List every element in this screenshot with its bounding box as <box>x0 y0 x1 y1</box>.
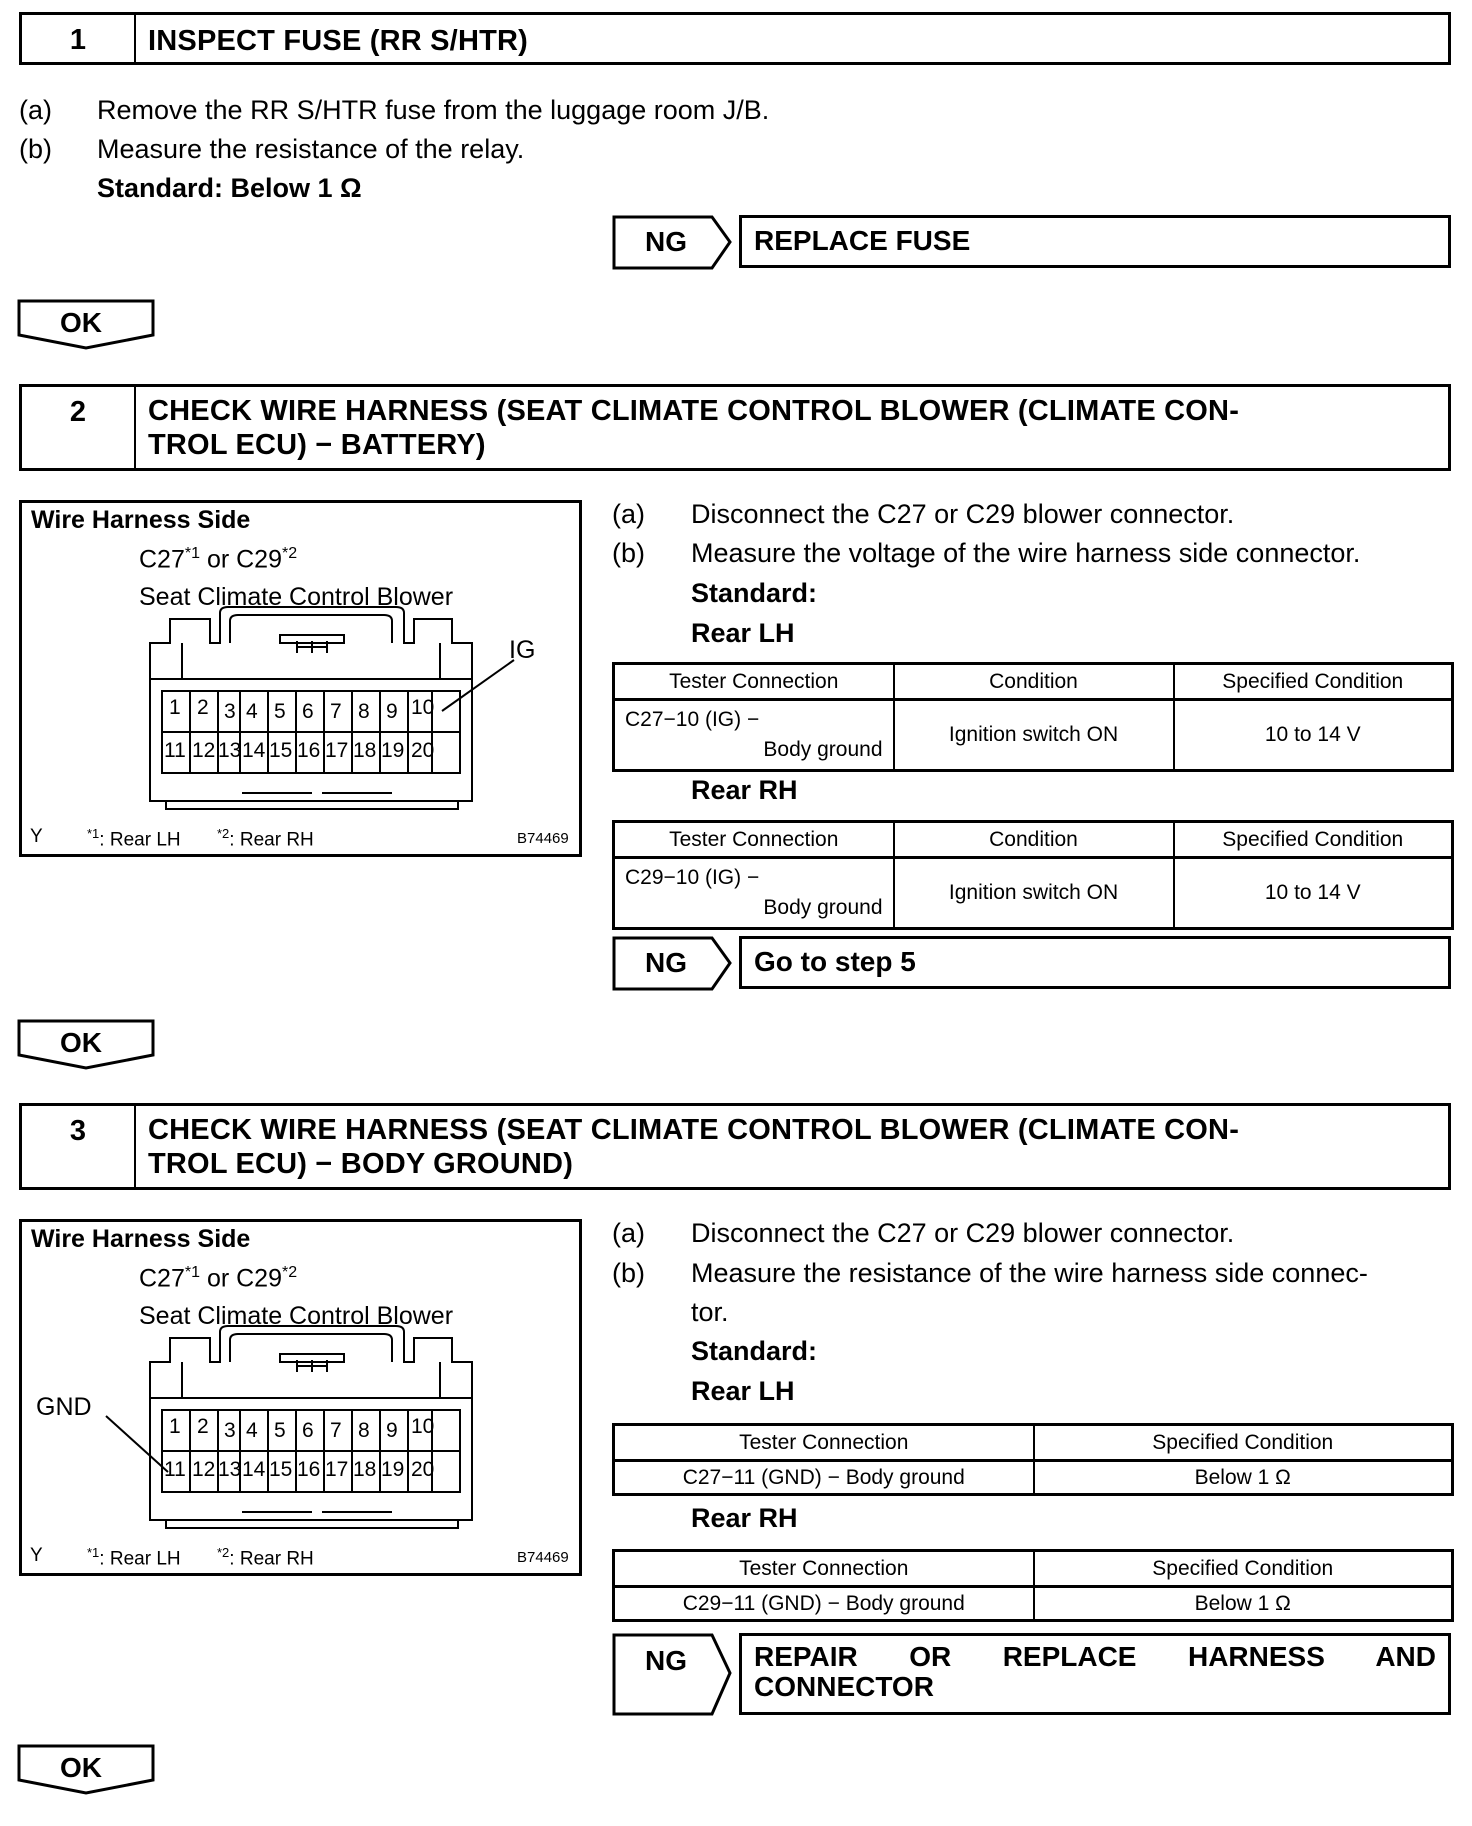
standard-value: Standard: Below 1 Ω <box>97 173 362 203</box>
instruction-a-text: Disconnect the C27 or C29 blower connector. <box>691 499 1235 529</box>
connector-or: or <box>200 545 237 574</box>
instruction-a-text: Remove the RR S/HTR fuse from the luggage room J/B. <box>97 95 770 125</box>
instruction-a <box>19 93 52 127</box>
ok-label: OK <box>60 307 102 338</box>
step-title: INSPECT FUSE (RR S/HTR) <box>148 25 528 57</box>
instruction-letter: (a) <box>19 95 52 125</box>
table-cell-connection <box>614 858 894 929</box>
step-number: 1 <box>22 15 136 62</box>
connector-figure <box>19 500 582 857</box>
pin: 1 <box>169 696 181 719</box>
spec-table-rear-lh <box>612 662 1454 772</box>
pin: 14 <box>242 739 266 762</box>
table-header: Condition <box>894 664 1174 700</box>
table-caption: Rear LH <box>691 618 795 648</box>
pin: 1 <box>169 1415 181 1438</box>
pin: 18 <box>353 1458 377 1481</box>
instruction-b: (b) <box>19 134 52 164</box>
table-header: Condition <box>894 822 1174 858</box>
connector-id <box>139 545 297 574</box>
pin: 7 <box>330 700 342 723</box>
step-title <box>136 1106 1448 1187</box>
connector-sup2: *2 <box>282 1264 298 1281</box>
footnote-text: : Rear RH <box>229 1548 314 1570</box>
pin: 16 <box>297 1458 321 1481</box>
connector-figure <box>19 1219 582 1576</box>
pin: 2 <box>197 696 209 719</box>
connector-diagram <box>22 503 585 860</box>
connector-diagram <box>22 1222 585 1579</box>
connector-id <box>139 1264 297 1293</box>
spec-table-rear-rh <box>612 1549 1454 1622</box>
pin: 13 <box>218 739 242 762</box>
pin: 13 <box>218 1458 242 1481</box>
pin: 6 <box>302 700 314 723</box>
figure-code: B74469 <box>517 1549 569 1566</box>
pin: 12 <box>192 739 216 762</box>
pin: 8 <box>358 1419 370 1442</box>
pin: 5 <box>274 700 286 723</box>
pin: 3 <box>224 700 236 723</box>
pin: 10 <box>411 696 435 719</box>
instruction-b-text: Measure the voltage of the wire harness side connector. <box>691 538 1361 568</box>
pin: 15 <box>269 739 293 762</box>
connector-alt: C29 <box>236 545 282 574</box>
instruction-a-text: Disconnect the C27 or C29 blower connector. <box>691 1218 1235 1248</box>
pin: 16 <box>297 739 321 762</box>
table-header: Tester Connection <box>614 822 894 858</box>
table-header: Tester Connection <box>614 1425 1034 1461</box>
table-cell-specified: Below 1 Ω <box>1034 1461 1453 1495</box>
ng-result: REPLACE FUSE <box>739 215 1451 268</box>
step-3-header <box>19 1103 1451 1190</box>
connection-line2: Body ground <box>763 896 883 919</box>
footnote-text: : Rear RH <box>229 829 314 851</box>
pin: 11 <box>164 1458 186 1481</box>
ng-result-line1: REPAIR OR REPLACE HARNESS AND <box>754 1641 1436 1672</box>
pin: 20 <box>411 739 435 762</box>
figure-footnote-1 <box>87 1545 181 1570</box>
table-cell-connection <box>614 700 894 771</box>
connection-line1: C29−10 (IG) − <box>625 866 760 889</box>
ng-label: NG <box>645 226 687 257</box>
pin: 9 <box>386 1419 398 1442</box>
pin: 17 <box>325 1458 349 1481</box>
pin: 4 <box>246 700 258 723</box>
instruction-a: (a) <box>612 499 645 529</box>
pin: 17 <box>325 739 349 762</box>
pin: 2 <box>197 1415 209 1438</box>
ng-result: Go to step 5 <box>739 936 1451 989</box>
figure-footnote-2 <box>217 826 314 851</box>
component-name: Seat Climate Control Blower <box>139 583 454 611</box>
figure-footer-y: Y <box>30 826 43 847</box>
footnote-mark: *2 <box>217 1545 230 1560</box>
table-cell-connection: C27−11 (GND) − Body ground <box>614 1461 1034 1495</box>
standard-label: Standard: <box>691 578 818 608</box>
step-number: 2 <box>22 387 136 468</box>
figure-code: B74469 <box>517 830 569 847</box>
pin: 9 <box>386 700 398 723</box>
table-header: Specified Condition <box>1174 822 1453 858</box>
footnote-mark: *1 <box>87 1545 100 1560</box>
connector-sup2: *2 <box>282 545 298 562</box>
instruction-a: (a) <box>612 1218 645 1248</box>
table-cell-condition: Ignition switch ON <box>894 700 1174 771</box>
pin: 19 <box>381 1458 405 1481</box>
figure-footnote-1 <box>87 826 181 851</box>
pin: 18 <box>353 739 377 762</box>
figure-heading: Wire Harness Side <box>31 506 251 534</box>
table-header: Tester Connection <box>614 664 894 700</box>
ng-result-line2: CONNECTOR <box>754 1671 934 1702</box>
standard-label: Standard: <box>691 1336 818 1366</box>
table-header: Specified Condition <box>1034 1425 1453 1461</box>
pin: 15 <box>269 1458 293 1481</box>
table-caption: Rear RH <box>691 775 798 805</box>
pin: 7 <box>330 1419 342 1442</box>
connector-alt: C29 <box>236 1264 282 1293</box>
footnote-text: : Rear LH <box>99 1548 181 1570</box>
table-caption: Rear LH <box>691 1376 795 1406</box>
ok-label: OK <box>60 1027 102 1058</box>
instruction-b: (b) <box>612 538 645 568</box>
step-1-header <box>19 12 1451 65</box>
figure-heading: Wire Harness Side <box>31 1225 251 1253</box>
table-cell-specified: 10 to 14 V <box>1174 700 1453 771</box>
table-cell-specified: Below 1 Ω <box>1034 1587 1453 1621</box>
footnote-text: : Rear LH <box>99 829 181 851</box>
connection-line1: C27−10 (IG) − <box>625 708 760 731</box>
connector-sup1: *1 <box>184 545 200 562</box>
step-title-line2: TROL ECU) − BODY GROUND) <box>148 1148 574 1180</box>
callout-label: IG <box>509 636 536 664</box>
pin: 11 <box>164 739 186 762</box>
pin: 6 <box>302 1419 314 1442</box>
instruction-b-text-line1: Measure the resistance of the wire harness side connec- <box>691 1258 1368 1288</box>
pin: 4 <box>246 1419 258 1442</box>
pin: 5 <box>274 1419 286 1442</box>
footnote-mark: *2 <box>217 826 230 841</box>
instruction-b-text-line2: tor. <box>691 1297 729 1327</box>
pin: 19 <box>381 739 405 762</box>
figure-footnote-2 <box>217 1545 314 1570</box>
pin: 8 <box>358 700 370 723</box>
connector-main: C27 <box>139 1264 185 1293</box>
table-header: Specified Condition <box>1034 1551 1453 1587</box>
instruction-b-text: Measure the resistance of the relay. <box>97 134 525 164</box>
step-number: 3 <box>22 1106 136 1187</box>
connection-line2: Body ground <box>763 738 883 761</box>
footnote-mark: *1 <box>87 826 100 841</box>
pin: 20 <box>411 1458 435 1481</box>
connector-main: C27 <box>139 545 185 574</box>
component-name: Seat Climate Control Blower <box>139 1302 454 1330</box>
pin: 12 <box>192 1458 216 1481</box>
ng-label: NG <box>645 947 687 978</box>
table-caption: Rear RH <box>691 1503 798 1533</box>
step-2-header <box>19 384 1451 471</box>
ng-result <box>739 1633 1451 1715</box>
table-header: Tester Connection <box>614 1551 1034 1587</box>
step-title <box>136 387 1448 468</box>
callout-label: GND <box>36 1393 92 1421</box>
pin: 10 <box>411 1415 435 1438</box>
spec-table-rear-rh <box>612 820 1454 930</box>
ng-label: NG <box>645 1645 687 1676</box>
connector-sup1: *1 <box>184 1264 200 1281</box>
step-title-line2: TROL ECU) − BATTERY) <box>148 429 486 461</box>
connector-or: or <box>200 1264 237 1293</box>
spec-table-rear-lh <box>612 1423 1454 1496</box>
step-title-line1: CHECK WIRE HARNESS (SEAT CLIMATE CONTROL BLOWER (CLIMATE CON- <box>148 1114 1240 1146</box>
table-cell-condition: Ignition switch ON <box>894 858 1174 929</box>
table-cell-specified: 10 to 14 V <box>1174 858 1453 929</box>
table-header: Specified Condition <box>1174 664 1453 700</box>
ok-label: OK <box>60 1752 102 1783</box>
table-cell-connection: C29−11 (GND) − Body ground <box>614 1587 1034 1621</box>
pin: 3 <box>224 1419 236 1442</box>
instruction-b: (b) <box>612 1258 645 1288</box>
pin: 14 <box>242 1458 266 1481</box>
figure-footer-y: Y <box>30 1545 43 1566</box>
step-title-line1: CHECK WIRE HARNESS (SEAT CLIMATE CONTROL BLOWER (CLIMATE CON- <box>148 395 1240 427</box>
